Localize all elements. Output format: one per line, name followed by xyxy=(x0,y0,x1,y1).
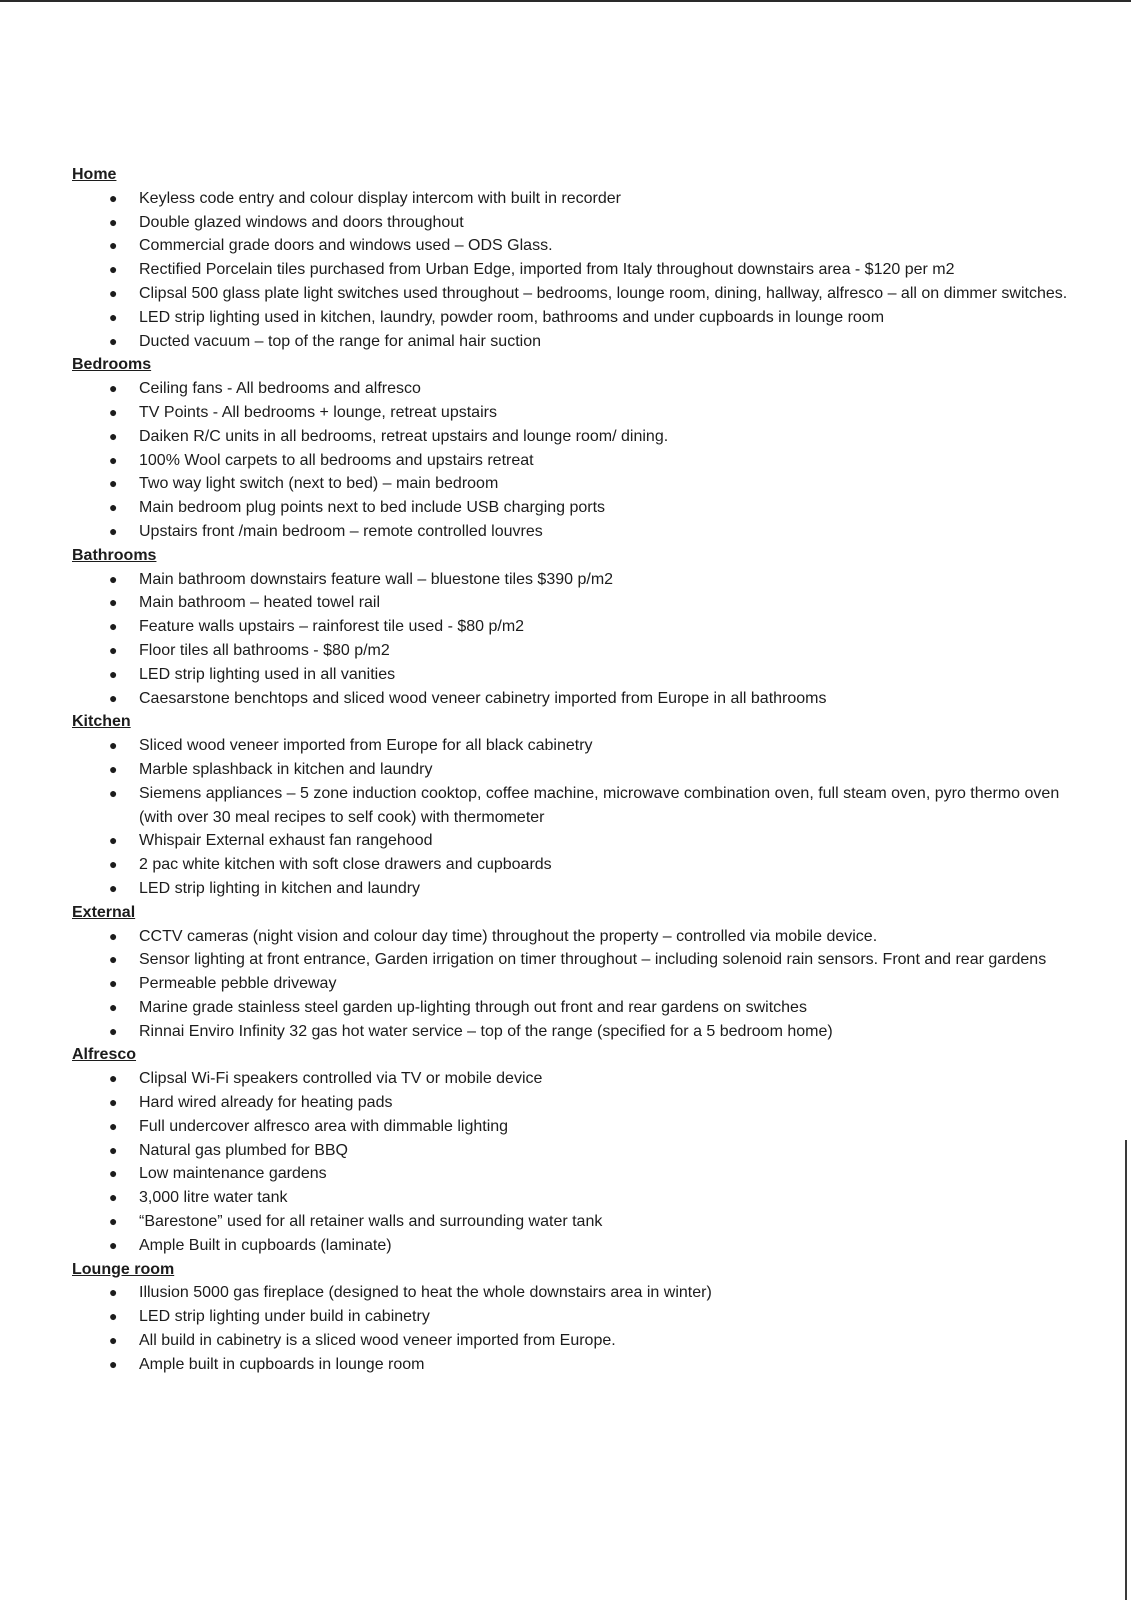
bullet-icon: ● xyxy=(109,522,118,539)
bullet-icon: ● xyxy=(109,189,118,206)
section-heading: Kitchen xyxy=(72,713,131,731)
list-item xyxy=(66,782,1076,830)
list-item-text: Rectified Porcelain tiles purchased from Urban Edge, imported from Italy throughout downstairs area - $120 per m2 xyxy=(139,261,955,279)
list-item-text: All build in cabinetry is a sliced wood veneer imported from Europe. xyxy=(139,1332,616,1350)
bullet-icon: ● xyxy=(109,427,118,444)
list-item xyxy=(66,972,1076,996)
list-item-text: LED strip lighting under build in cabinetry xyxy=(139,1308,430,1326)
list-item-text: Double glazed windows and doors throughout xyxy=(139,213,464,231)
list-item xyxy=(66,520,1076,544)
section-bedrooms xyxy=(66,353,1076,543)
feature-list-document xyxy=(66,163,1076,1377)
bullet-icon: ● xyxy=(109,1094,118,1111)
list-item xyxy=(66,449,1076,473)
list-item-text: Main bathroom downstairs feature wall – bluestone tiles $390 p/m2 xyxy=(139,570,614,588)
scan-edge-top xyxy=(0,0,1131,2)
list-item-text: Daiken R/C units in all bedrooms, retreat upstairs and lounge room/ dining. xyxy=(139,427,669,445)
section-kitchen xyxy=(66,710,1076,900)
list-item-text: LED strip lighting in kitchen and laundry xyxy=(139,879,421,897)
list-item-text: Ceiling fans - All bedrooms and alfresco xyxy=(139,380,421,398)
list-item-text: Clipsal Wi-Fi speakers controlled via TV or mobile device xyxy=(139,1070,543,1088)
list-item xyxy=(66,1067,1076,1091)
bullet-icon: ● xyxy=(109,784,118,801)
list-item-text: Commercial grade doors and windows used – ODS Glass. xyxy=(139,237,553,255)
section-bathrooms xyxy=(66,544,1076,711)
list-item xyxy=(66,925,1076,949)
bullet-icon: ● xyxy=(109,570,118,587)
list-item-text: Clipsal 500 glass plate light switches used throughout – bedrooms, lounge room, dining, hallway, alfresco – all on dimmer switches. xyxy=(139,284,1068,302)
list-item xyxy=(66,187,1076,211)
list-item-text: 100% Wool carpets to all bedrooms and upstairs retreat xyxy=(139,451,534,469)
list-item-text: Ducted vacuum – top of the range for animal hair suction xyxy=(139,332,541,350)
bullet-icon: ● xyxy=(109,1213,118,1230)
bullet-icon: ● xyxy=(109,594,118,611)
list-item xyxy=(66,401,1076,425)
bullet-icon: ● xyxy=(109,1070,118,1087)
list-item xyxy=(66,1020,1076,1044)
bullet-icon: ● xyxy=(109,403,118,420)
list-item-text: 3,000 litre water tank xyxy=(139,1189,288,1207)
list-item xyxy=(66,1162,1076,1186)
list-item xyxy=(66,1091,1076,1115)
bullet-icon: ● xyxy=(109,332,118,349)
bullet-icon: ● xyxy=(109,618,118,635)
bullet-icon: ● xyxy=(109,1236,118,1253)
section-heading: External xyxy=(72,903,136,921)
bullet-icon: ● xyxy=(109,927,118,944)
section-alfresco xyxy=(66,1043,1076,1257)
list-item-text: LED strip lighting used in all vanities xyxy=(139,665,396,683)
list-item xyxy=(66,1329,1076,1353)
list-item xyxy=(66,639,1076,663)
list-item-text: Whispair External exhaust fan rangehood xyxy=(139,832,433,850)
bullet-icon: ● xyxy=(109,665,118,682)
list-item-text: LED strip lighting used in kitchen, laundry, powder room, bathrooms and under cupboards in lounge room xyxy=(139,308,885,326)
list-item-text: Marine grade stainless steel garden up-lighting through out front and rear gardens on switches xyxy=(139,998,807,1016)
bullet-icon: ● xyxy=(109,1117,118,1134)
bullet-icon: ● xyxy=(109,308,118,325)
list-item xyxy=(66,591,1076,615)
bullet-icon: ● xyxy=(109,237,118,254)
list-item xyxy=(66,306,1076,330)
bullet-icon: ● xyxy=(109,475,118,492)
list-item xyxy=(66,1139,1076,1163)
section-heading: Lounge room xyxy=(72,1260,175,1278)
section-heading: Bathrooms xyxy=(72,546,157,564)
list-item xyxy=(66,1115,1076,1139)
section-heading: Bedrooms xyxy=(72,356,152,374)
list-item xyxy=(66,1353,1076,1377)
list-item-text: Ample built in cupboards in lounge room xyxy=(139,1355,425,1373)
bullet-icon: ● xyxy=(109,856,118,873)
list-item-text: Rinnai Enviro Infinity 32 gas hot water service – top of the range (specified for a 5 bedroom home) xyxy=(139,1022,833,1040)
bullet-icon: ● xyxy=(109,499,118,516)
list-item xyxy=(66,282,1076,306)
list-item xyxy=(66,734,1076,758)
list-item xyxy=(66,330,1076,354)
list-item-text: Feature walls upstairs – rainforest tile used - $80 p/m2 xyxy=(139,618,525,636)
list-item-text: Low maintenance gardens xyxy=(139,1165,327,1183)
list-item xyxy=(66,687,1076,711)
list-item-text: Upstairs front /main bedroom – remote controlled louvres xyxy=(139,522,543,540)
list-item-text: Permeable pebble driveway xyxy=(139,975,337,993)
bullet-icon: ● xyxy=(109,1165,118,1182)
bullet-icon: ● xyxy=(109,261,118,278)
list-item xyxy=(66,853,1076,877)
list-item xyxy=(66,829,1076,853)
bullet-list xyxy=(66,1281,1076,1376)
bullet-icon: ● xyxy=(109,832,118,849)
bullet-icon: ● xyxy=(109,951,118,968)
list-item-text: Caesarstone benchtops and sliced wood veneer cabinetry imported from Europe in all bathrooms xyxy=(139,689,827,707)
bullet-icon: ● xyxy=(109,998,118,1015)
list-item xyxy=(66,663,1076,687)
list-item xyxy=(66,996,1076,1020)
section-heading: Alfresco xyxy=(72,1046,137,1064)
list-item-text: Siemens appliances – 5 zone induction cooktop, coffee machine, microwave combination oven, full steam oven, pyro thermo oven (with over 30 meal recipes to self cook) with thermometer xyxy=(139,784,1060,826)
list-item xyxy=(66,258,1076,282)
section-lounge-room xyxy=(66,1258,1076,1377)
bullet-icon: ● xyxy=(109,1332,118,1349)
list-item xyxy=(66,758,1076,782)
bullet-icon: ● xyxy=(109,975,118,992)
list-item-text: Illusion 5000 gas fireplace (designed to heat the whole downstairs area in winter) xyxy=(139,1284,712,1302)
bullet-icon: ● xyxy=(109,213,118,230)
bullet-list xyxy=(66,1067,1076,1257)
section-heading: Home xyxy=(72,166,117,183)
bullet-icon: ● xyxy=(109,284,118,301)
list-item xyxy=(66,377,1076,401)
list-item-text: Floor tiles all bathrooms - $80 p/m2 xyxy=(139,641,390,659)
section-external xyxy=(66,901,1076,1044)
bullet-list xyxy=(66,568,1076,711)
bullet-icon: ● xyxy=(109,879,118,896)
list-item xyxy=(66,234,1076,258)
list-item xyxy=(66,948,1076,972)
bullet-list xyxy=(66,925,1076,1044)
list-item xyxy=(66,1210,1076,1234)
list-item xyxy=(66,472,1076,496)
list-item-text: Full undercover alfresco area with dimmable lighting xyxy=(139,1117,509,1135)
bullet-list xyxy=(66,734,1076,901)
bullet-list xyxy=(66,377,1076,544)
list-item-text: CCTV cameras (night vision and colour day time) throughout the property – controlled via mobile device. xyxy=(139,927,878,945)
bullet-icon: ● xyxy=(109,760,118,777)
list-item xyxy=(66,1234,1076,1258)
list-item xyxy=(66,211,1076,235)
bullet-icon: ● xyxy=(109,380,118,397)
list-item xyxy=(66,1305,1076,1329)
list-item-text: 2 pac white kitchen with soft close drawers and cupboards xyxy=(139,856,552,874)
bullet-icon: ● xyxy=(109,737,118,754)
list-item-text: Ample Built in cupboards (laminate) xyxy=(139,1236,392,1254)
bullet-icon: ● xyxy=(109,1355,118,1372)
bullet-icon: ● xyxy=(109,1308,118,1325)
list-item xyxy=(66,615,1076,639)
bullet-icon: ● xyxy=(109,689,118,706)
list-item xyxy=(66,877,1076,901)
list-item-text: “Barestone” used for all retainer walls and surrounding water tank xyxy=(139,1213,603,1231)
list-item-text: Keyless code entry and colour display intercom with built in recorder xyxy=(139,189,622,207)
section-home xyxy=(66,163,1076,353)
bullet-list xyxy=(66,187,1076,354)
list-item-text: TV Points - All bedrooms + lounge, retreat upstairs xyxy=(139,403,497,421)
list-item xyxy=(66,1281,1076,1305)
list-item-text: Natural gas plumbed for BBQ xyxy=(139,1141,348,1159)
list-item xyxy=(66,425,1076,449)
scan-edge-right xyxy=(1125,1140,1127,1600)
bullet-icon: ● xyxy=(109,1022,118,1039)
bullet-icon: ● xyxy=(109,641,118,658)
list-item-text: Main bedroom plug points next to bed include USB charging ports xyxy=(139,499,606,517)
list-item-text: Marble splashback in kitchen and laundry xyxy=(139,760,433,778)
bullet-icon: ● xyxy=(109,1284,118,1301)
list-item xyxy=(66,496,1076,520)
list-item-text: Two way light switch (next to bed) – main bedroom xyxy=(139,475,499,493)
list-item-text: Main bathroom – heated towel rail xyxy=(139,594,381,612)
list-item xyxy=(66,568,1076,592)
bullet-icon: ● xyxy=(109,1189,118,1206)
bullet-icon: ● xyxy=(109,1141,118,1158)
list-item-text: Sliced wood veneer imported from Europe for all black cabinetry xyxy=(139,737,593,755)
bullet-icon: ● xyxy=(109,451,118,468)
list-item xyxy=(66,1186,1076,1210)
list-item-text: Hard wired already for heating pads xyxy=(139,1094,393,1112)
list-item-text: Sensor lighting at front entrance, Garden irrigation on timer throughout – including solenoid rain sensors. Front and rear gardens xyxy=(139,951,1047,969)
